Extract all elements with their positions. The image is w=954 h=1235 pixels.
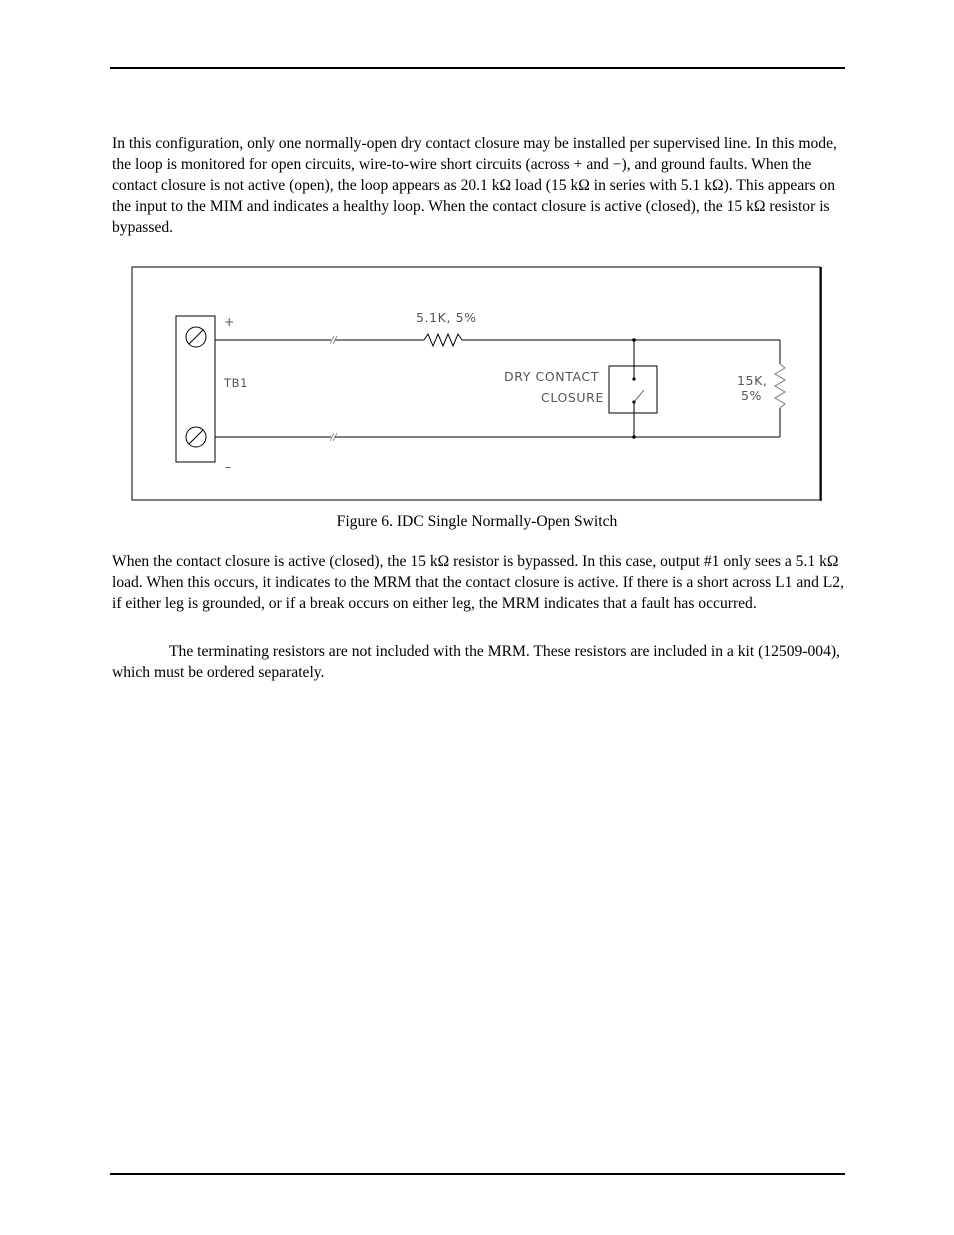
eol-resistor-label-line1: 15K, (737, 373, 768, 388)
terminal-screw-top (186, 327, 206, 347)
contact-label-line1: DRY CONTACT (504, 369, 599, 384)
break-marks (330, 336, 337, 441)
intro-paragraph: In this configuration, only one normally-open dry contact closure may be installed per supervised line. In this mode, the loop is monitored for open circuits, wire-to-wire short circuits (across + and −), and ground faults. When the contact closure is not active (open), the loop appears as 20.1 kΩ load (15 kΩ in series with 5.1 kΩ). This appears on the input to the MIM and indicates a healthy loop. When the contact closure is active (closed), the 15 kΩ resistor is bypassed. (112, 135, 837, 236)
dry-contact-switch (609, 338, 657, 439)
figure-caption: Figure 6. IDC Single Normally-Open Switch (336, 513, 618, 530)
circuit-diagram (131, 266, 823, 503)
closure-paragraph: When the contact closure is active (closed), the 15 kΩ resistor is bypassed. In this case, output #1 only sees a 5.1 kΩ load. When this occurs, it indicates to the MRM that the contact closure is active. If there is a short across L1 and L2, if either leg is grounded, or if a break occurs on either leg, the MRM indicates that a fault has occurred. (112, 553, 844, 612)
plus-label: + (224, 314, 236, 329)
eol-resistor (775, 364, 785, 408)
minus-label: – (225, 459, 232, 474)
terminal-screw-bottom (186, 427, 206, 447)
footer-rule (110, 1173, 845, 1175)
terminal-block-label: TB1 (224, 376, 249, 390)
negative-wire (215, 408, 780, 437)
resistor-kit-paragraph: The terminating resistors are not included with the MRM. These resistors are included in a kit (12509-004), which must be ordered separately. (112, 643, 840, 681)
positive-wire (215, 334, 780, 364)
series-resistor-label: 5.1K, 5% (416, 310, 477, 325)
eol-resistor-label-line2: 5% (741, 388, 763, 403)
contact-label-line2: CLOSURE (541, 390, 604, 405)
header-rule (110, 67, 845, 69)
